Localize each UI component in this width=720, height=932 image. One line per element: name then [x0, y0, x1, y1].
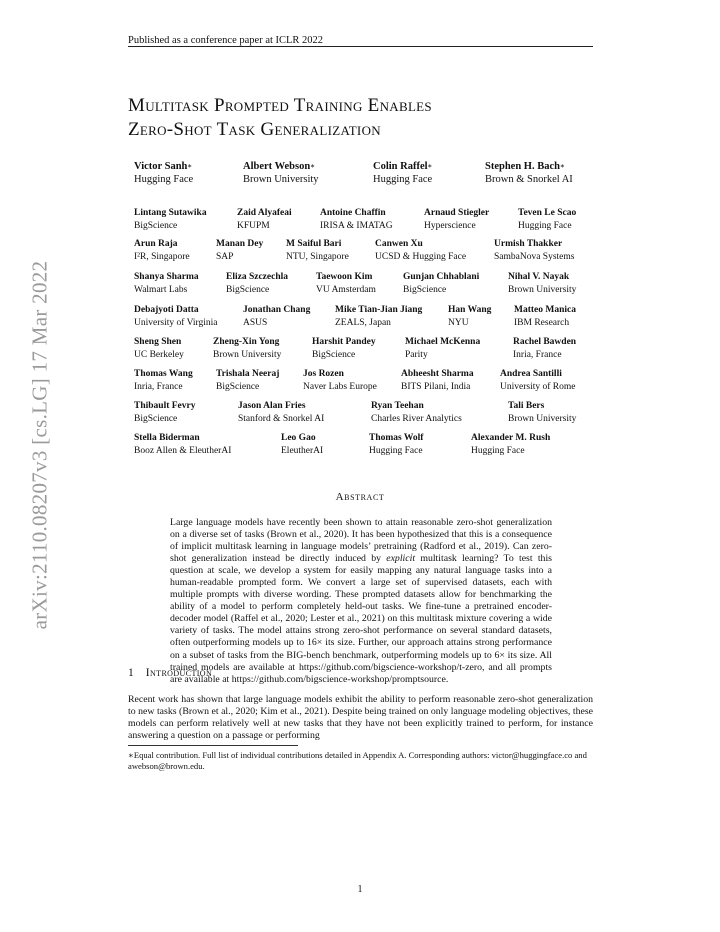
author-affiliation: IBM Research [514, 317, 570, 328]
author-name: Urmish Thakker [494, 239, 563, 249]
author-block [513, 336, 576, 361]
paper-title [128, 94, 432, 142]
author-block [373, 160, 432, 186]
author-block [312, 336, 376, 361]
author-block [134, 207, 207, 232]
author-name: Eliza Szczechla [226, 272, 288, 282]
author-block [375, 238, 466, 263]
author-affiliation: SAP [216, 251, 234, 262]
author-name: Andrea Santilli [500, 369, 562, 379]
author-affiliation: Hugging Face [373, 174, 433, 185]
author-block [226, 271, 288, 296]
author-block [494, 238, 574, 263]
author-name: Canwen Xu [375, 239, 423, 249]
author-affiliation: ASUS [243, 317, 268, 328]
author-name: Stephen H. Bach∗ [485, 161, 565, 172]
author-affiliation: BigScience [403, 284, 447, 295]
author-block [405, 336, 480, 361]
author-block [448, 304, 491, 329]
author-name: Han Wang [448, 305, 492, 315]
author-affiliation: IRISA & IMATAG [320, 220, 393, 231]
author-name: Stella Biderman [134, 433, 200, 443]
author-block [134, 304, 218, 329]
abstract-heading: Abstract [335, 491, 385, 503]
author-name: Zaid Alyafeai [237, 208, 292, 218]
author-name: Harshit Pandey [312, 337, 376, 347]
author-name: Rachel Bawden [513, 337, 577, 347]
header-rule [128, 46, 593, 47]
section-number: 1 [128, 667, 134, 679]
author-affiliation: Brown University [213, 349, 282, 360]
footnote-rule [128, 745, 298, 746]
author-block [216, 238, 263, 263]
author-block [485, 160, 573, 186]
author-name: Trishala Neeraj [216, 369, 280, 379]
intro-paragraph: Recent work has shown that large language models exhibit the ability to perform reasonable zero-shot generalization to new tasks (Brown et al., 2020; Kim et al., 2021). Despite being trained on only language modeling objectives, these models can perform relatively well at new tasks that they have not been explicitly trained to perform, for instance answering a question on a passage or performing [128, 694, 593, 742]
author-name: Shanya Sharma [134, 272, 199, 282]
author-block [281, 432, 323, 457]
author-affiliation: Inria, France [134, 381, 183, 392]
author-name: Mike Tian-Jian Jiang [335, 305, 423, 315]
footnote: ∗Equal contribution. Full list of individual contributions detailed in Appendix A. Corresponding authors: victor@huggingface.co and awebson@brown.edu. [128, 750, 587, 771]
author-affiliation: Brown University [508, 413, 577, 424]
author-name: Matteo Manica [514, 305, 576, 315]
author-block [213, 336, 281, 361]
author-affiliation: Hyperscience [424, 220, 476, 231]
author-block [500, 368, 575, 393]
author-affiliation: ZEALS, Japan [335, 317, 391, 328]
author-affiliation: EleutherAI [281, 445, 324, 456]
author-name: Arun Raja [134, 239, 178, 249]
author-name: Michael McKenna [405, 337, 481, 347]
author-name: Jos Rozen [303, 369, 344, 379]
author-affiliation: BigScience [134, 413, 178, 424]
author-name: Thibault Fevry [134, 401, 196, 411]
author-block [371, 400, 462, 425]
author-block [134, 368, 193, 393]
author-affiliation: Booz Allen & EleutherAI [134, 445, 232, 456]
author-block [243, 160, 319, 186]
author-affiliation: Hugging Face [369, 445, 423, 456]
author-affiliation: Naver Labs Europe [303, 381, 377, 392]
author-name: M Saiful Bari [286, 239, 342, 249]
author-name: Thomas Wang [134, 369, 193, 379]
author-name: Ryan Teehan [371, 401, 424, 411]
author-affiliation: NTU, Singapore [286, 251, 349, 262]
author-name: Debajyoti Datta [134, 305, 199, 315]
author-name: Lintang Sutawika [134, 208, 207, 218]
author-block [316, 271, 376, 296]
author-block [134, 160, 193, 186]
author-affiliation: Hugging Face [134, 174, 194, 185]
author-name: Taewoon Kim [316, 272, 373, 282]
author-block [508, 271, 576, 296]
author-affiliation: BigScience [226, 284, 270, 295]
author-name: Leo Gao [281, 433, 316, 443]
author-affiliation: Brown University [243, 174, 319, 185]
author-affiliation: Charles River Analytics [371, 413, 462, 424]
abstract-body: Large language models have recently been shown to attain reasonable zero-shot generalization on a diverse set of tasks (Brown et al., 2020). It has been hypothesized that this is a consequence of implicit multitask learning in language models’ pretraining (Radford et al., 2019). Can zero-shot generalization instead be directly induced by explicit multitask learning? To test this question at scale, we develop a system for easily mapping any natural language tasks into a human-readable prompted form. We convert a large set of supervised datasets, each with multiple prompts with diverse wording. These prompted datasets allow for benchmarking the ability of a model to perform completely held-out tasks. We fine-tune a pretrained encoder-decoder model (Raffel et al., 2020; Lester et al., 2021) on this multitask mixture covering a wide variety of tasks. The model attains strong zero-shot performance on several standard datasets, often outperforming models up to 16× its size. Further, our approach attains strong performance on a subset of tasks from the BIG-bench benchmark, outperforming models up to 6× its size. All trained models are available at https://github.com/bigscience-workshop/t-zero, and all prompts are available at https://github.com/bigscience-workshop/promptsource. [170, 517, 552, 685]
author-affiliation: KFUPM [237, 220, 270, 231]
author-name: Tali Bers [508, 401, 545, 411]
author-block [424, 207, 489, 232]
author-block [243, 304, 310, 329]
author-block [403, 271, 479, 296]
running-header: Published as a conference paper at ICLR 2022 [128, 35, 324, 46]
author-block [401, 368, 474, 393]
author-block [134, 238, 190, 263]
author-affiliation: Brown & Snorkel AI [485, 174, 573, 185]
author-block [134, 400, 196, 425]
emphasis: explicit [386, 553, 416, 565]
author-name: Manan Dey [216, 239, 264, 249]
author-affiliation: Hugging Face [471, 445, 525, 456]
author-block [286, 238, 349, 263]
author-affiliation: SambaNova Systems [494, 251, 575, 262]
author-affiliation: UCSD & Hugging Face [375, 251, 467, 262]
author-name: Gunjan Chhablani [403, 272, 480, 282]
author-affiliation: UC Berkeley [134, 349, 184, 360]
title-line: Multitask Prompted Training Enables [128, 95, 432, 116]
author-affiliation: University of Rome [500, 381, 576, 392]
author-name: Albert Webson∗ [243, 161, 316, 172]
author-affiliation: VU Amsterdam [316, 284, 376, 295]
arxiv-stamp: arXiv:2110.08207v3 [cs.LG] 17 Mar 2022 [27, 260, 52, 630]
author-affiliation: Walmart Labs [134, 284, 188, 295]
author-block [134, 271, 199, 296]
author-name: Jason Alan Fries [238, 401, 306, 411]
author-block [471, 432, 550, 457]
author-block [238, 400, 324, 425]
author-affiliation: BigScience [312, 349, 356, 360]
author-block [518, 207, 576, 232]
author-name: Jonathan Chang [243, 305, 311, 315]
author-affiliation: BigScience [134, 220, 178, 231]
author-block [216, 368, 279, 393]
author-block [237, 207, 292, 232]
author-affiliation: Brown University [508, 284, 577, 295]
author-affiliation: BITS Pilani, India [401, 381, 471, 392]
author-name: Nihal V. Nayak [508, 272, 570, 282]
author-block [320, 207, 393, 232]
author-affiliation: BigScience [216, 381, 260, 392]
author-name: Colin Raffel∗ [373, 161, 433, 172]
section-heading [128, 667, 212, 679]
author-name: Arnaud Stiegler [424, 208, 490, 218]
author-name: Thomas Wolf [369, 433, 424, 443]
author-affiliation: University of Virginia [134, 317, 218, 328]
author-name: Abheesht Sharma [401, 369, 474, 379]
author-block [335, 304, 422, 329]
section-title: Introduction [145, 667, 213, 679]
author-name: Antoine Chaffin [320, 208, 386, 218]
author-block [369, 432, 423, 457]
author-block [134, 432, 231, 457]
title-line: Zero-Shot Task Generalization [128, 119, 381, 140]
author-affiliation: I²R, Singapore [134, 251, 190, 262]
author-name: Zheng-Xin Yong [213, 337, 280, 347]
author-name: Victor Sanh∗ [134, 161, 193, 172]
author-block [508, 400, 576, 425]
author-name: Alexander M. Rush [471, 433, 551, 443]
page-number: 1 [357, 884, 363, 895]
author-block [303, 368, 377, 393]
author-affiliation: Stanford & Snorkel AI [238, 413, 325, 424]
author-block [134, 336, 184, 361]
author-affiliation: Hugging Face [518, 220, 572, 231]
author-affiliation: Parity [405, 349, 428, 360]
author-name: Sheng Shen [134, 337, 182, 347]
author-block [514, 304, 576, 329]
author-name: Teven Le Scao [518, 208, 577, 218]
author-affiliation: NYU [448, 317, 469, 328]
author-affiliation: Inria, France [513, 349, 562, 360]
